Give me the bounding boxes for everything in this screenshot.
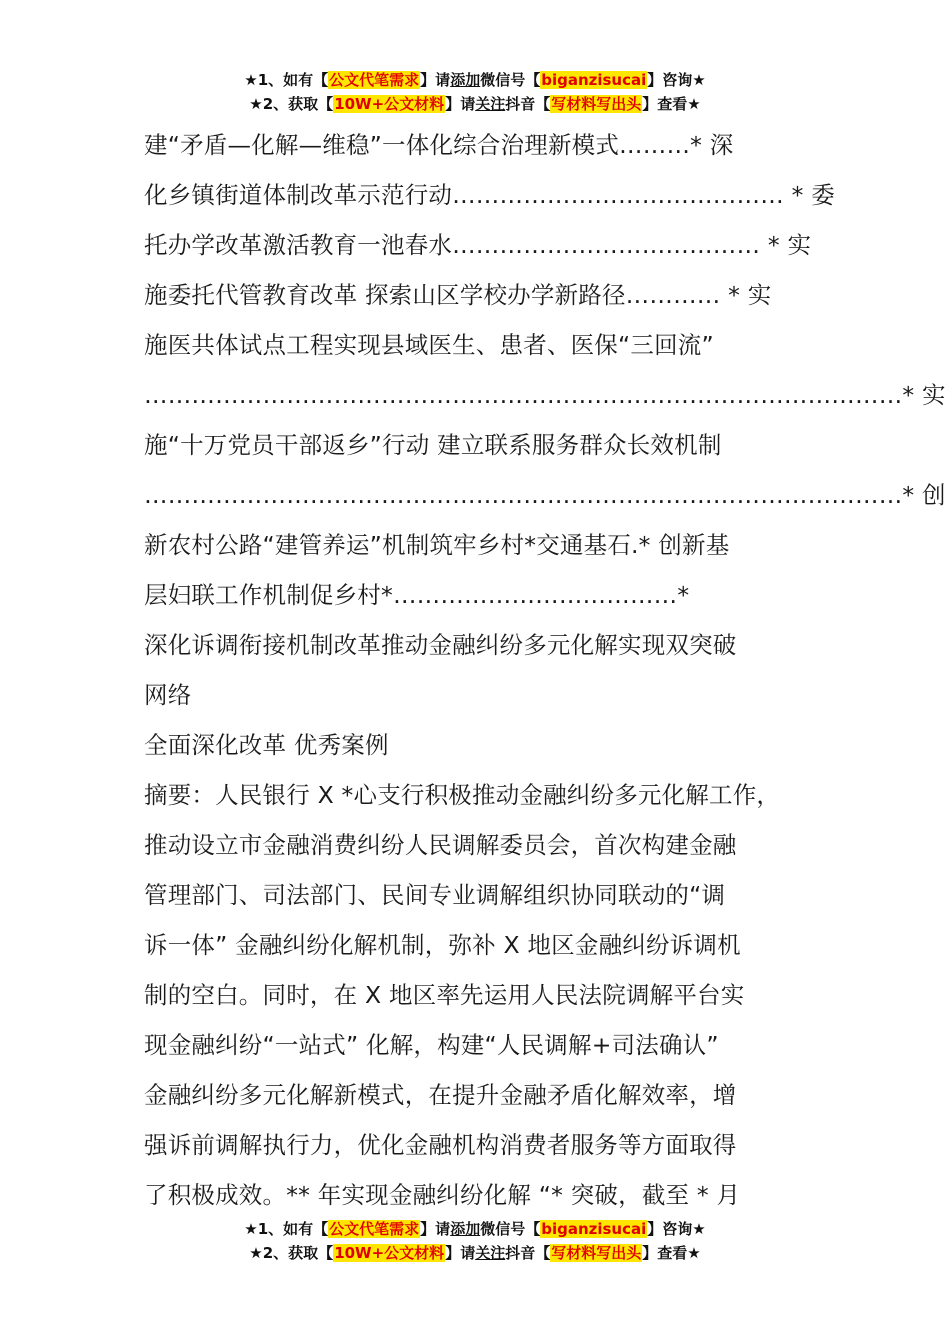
- banner-text: 】咨询★: [647, 71, 706, 89]
- banner-highlight: biganzisucai: [541, 1220, 647, 1238]
- abstract-line: 摘要：人民银行 X *心支行积极推动金融纠纷多元化解工作，: [144, 781, 781, 809]
- abstract-line: 制的空白。同时，在 X 地区率先运用人民法院调解平台实: [144, 981, 745, 1009]
- banner-text: ★1、如有【: [244, 1220, 329, 1238]
- banner-text: 】请: [445, 95, 476, 113]
- abstract-line: 诉一体” 金融纠纷化解机制，弥补 X 地区金融纠纷诉调机: [144, 931, 741, 959]
- abstract-line: 管理部门、司法部门、民间专业调解组织协同联动的“调: [144, 881, 726, 909]
- banner-highlight: 写材料写出头: [551, 95, 642, 113]
- banner-text: 】查看★: [642, 1244, 701, 1262]
- banner-text: ★2、获取【: [249, 1244, 334, 1262]
- text-line: 网络: [144, 681, 192, 709]
- banner-line-2: [0, 1241, 950, 1265]
- text-line: 层妇联工作机制促乡村*………………………………*: [144, 581, 690, 609]
- header-banner: [0, 68, 950, 116]
- banner-text: 抖音【: [505, 1244, 551, 1262]
- text-line: 施“十万党员干部返乡”行动 建立联系服务群众长效机制: [144, 431, 722, 459]
- banner-highlight: 公文代笔需求: [329, 1220, 420, 1238]
- banner-text: 】请: [445, 1244, 476, 1262]
- banner-text: 抖音【: [505, 95, 551, 113]
- banner-highlight: 公文代笔需求: [329, 71, 420, 89]
- text-line: ……………………………………………………………………………………* 实: [144, 381, 946, 409]
- banner-highlight: 10W+公文材料: [334, 95, 445, 113]
- banner-line-2: [0, 92, 950, 116]
- text-line: 建“矛盾—化解—维稳”一体化综合治理新模式………* 深: [144, 131, 734, 159]
- abstract-line: 强诉前调解执行力，优化金融机构消费者服务等方面取得: [144, 1131, 737, 1159]
- section-title: 深化诉调衔接机制改革推动金融纠纷多元化解实现双突破: [144, 631, 737, 659]
- banner-highlight: biganzisucai: [541, 71, 647, 89]
- banner-underline: 关注: [475, 1244, 506, 1262]
- abstract-line: 金融纠纷多元化解新模式，在提升金融矛盾化解效率，增: [144, 1081, 737, 1109]
- text-line: 托办学改革激活教育一池春水………………………………… * 实: [144, 231, 812, 259]
- banner-line-1: [0, 1217, 950, 1241]
- banner-text: 微信号【: [480, 1220, 541, 1238]
- text-line: 施委托代管教育改革 探索山区学校办学新路径………… * 实: [144, 281, 772, 309]
- text-line: 施医共体试点工程实现县域医生、患者、医保“三回流”: [144, 331, 714, 359]
- banner-text: 】请: [420, 1220, 451, 1238]
- banner-highlight: 写材料写出头: [551, 1244, 642, 1262]
- abstract-line: 现金融纠纷“一站式” 化解，构建“人民调解+司法确认”: [144, 1031, 719, 1059]
- banner-text: ★2、获取【: [249, 95, 334, 113]
- text-line: 化乡镇街道体制改革示范行动…………………………………… * 委: [144, 181, 835, 209]
- banner-underline: 关注: [475, 95, 506, 113]
- banner-text: 】请: [420, 71, 451, 89]
- banner-text: 】查看★: [642, 95, 701, 113]
- text-line: ……………………………………………………………………………………* 创: [144, 481, 946, 509]
- banner-text: 微信号【: [480, 71, 541, 89]
- banner-highlight: 10W+公文材料: [334, 1244, 445, 1262]
- footer-banner: [0, 1217, 950, 1265]
- document-body: [144, 120, 946, 1220]
- abstract-line: 了积极成效。** 年实现金融纠纷化解 “* 突破，截至 * 月: [144, 1181, 741, 1209]
- banner-underline: 添加: [450, 1220, 481, 1238]
- banner-underline: 添加: [450, 71, 481, 89]
- banner-line-1: [0, 68, 950, 92]
- banner-text: 】咨询★: [647, 1220, 706, 1238]
- text-line: 新农村公路“建管养运”机制筑牢乡村*交通基石.* 创新基: [144, 531, 730, 559]
- text-line: 全面深化改革 优秀案例: [144, 731, 389, 759]
- banner-text: ★1、如有【: [244, 71, 329, 89]
- abstract-line: 推动设立市金融消费纠纷人民调解委员会，首次构建金融: [144, 831, 737, 859]
